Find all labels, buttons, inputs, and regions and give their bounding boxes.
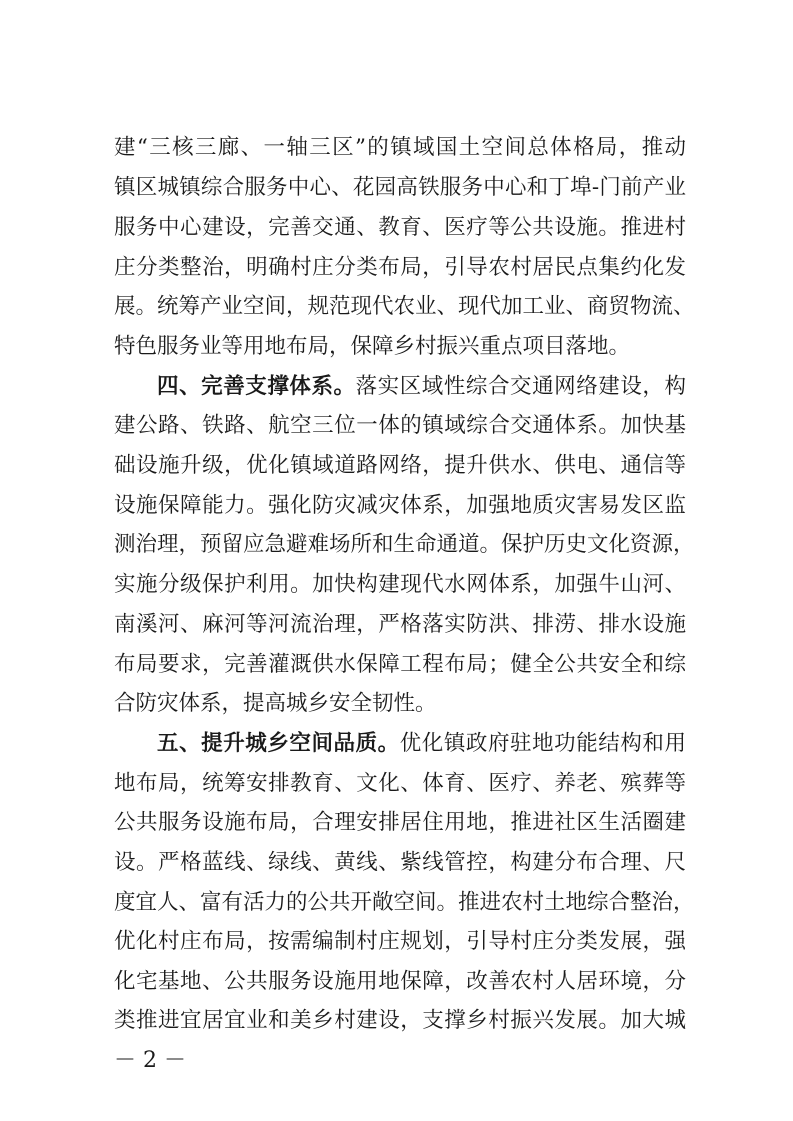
- text-line: 南溪河、麻河等河流治理，严格落实防洪、排涝、排水设施: [114, 612, 686, 637]
- text-line: 测治理，预留应急避难场所和生命通道。保护历史文化资源，: [114, 532, 695, 557]
- text-line: 镇区城镇综合服务中心、花园高铁服务中心和丁埠-门前产业: [114, 175, 686, 200]
- text-line: 建公路、铁路、航空三位一体的镇域综合交通体系。加快基: [114, 413, 686, 438]
- section-4-heading: 四、完善支撑体系。: [157, 374, 356, 399]
- text-line: 优化村庄布局，按需编制村庄规划，引导村庄分类发展，强: [114, 929, 686, 954]
- text-line: 地布局，统筹安排教育、文化、体育、医疗、养老、殡葬等: [114, 771, 686, 796]
- text-line: 实施分级保护利用。加快构建现代水网体系，加强牛山河、: [114, 572, 686, 597]
- text-line: 度宜人、富有活力的公共开敞空间。推进农村土地综合整治，: [114, 890, 695, 915]
- text-line: 设。严格蓝线、绿线、黄线、紫线管控，构建分布合理、尺: [114, 850, 686, 875]
- text-line: 合防灾体系，提高城乡安全韧性。: [114, 691, 437, 716]
- text-line: 设施保障能力。强化防灾减灾体系，加强地质灾害易发区监: [114, 493, 686, 518]
- text-line: 展。统筹产业空间，规范现代农业、现代加工业、商贸物流、: [114, 294, 695, 319]
- section-4-first-line: [157, 367, 686, 407]
- page-number: － 2 －: [114, 1048, 186, 1073]
- text-line: 特色服务业等用地布局，保障乡村振兴重点项目落地。: [114, 334, 631, 359]
- section-5-first-line: [157, 724, 686, 764]
- text-line: 公共服务设施布局，合理安排居住用地，推进社区生活圈建: [114, 810, 686, 835]
- text-line: 础设施升级，优化镇域道路网络，提升供水、供电、通信等: [114, 453, 686, 478]
- text-line: 布局要求，完善灌溉供水保障工程布局；健全公共安全和综: [114, 652, 686, 677]
- section-5-first-line-text: 优化镇政府驻地功能结构和用: [399, 731, 686, 756]
- section-4-first-line-text: 落实区域性综合交通网络建设，构: [355, 374, 686, 399]
- text-line: 类推进宜居宜业和美乡村建设，支撑乡村振兴发展。加大城: [114, 1008, 686, 1033]
- section-5-heading: 五、提升城乡空间品质。: [157, 731, 400, 756]
- text-line: 服务中心建设，完善交通、教育、医疗等公共设施。推进村: [114, 215, 686, 240]
- text-line: 建“三核三廊、一轴三区”的镇域国土空间总体格局，推动: [114, 135, 686, 160]
- text-line: 化宅基地、公共服务设施用地保障，改善农村人居环境，分: [114, 969, 686, 994]
- text-line: 庄分类整治，明确村庄分类布局，引导农村居民点集约化发: [114, 255, 686, 280]
